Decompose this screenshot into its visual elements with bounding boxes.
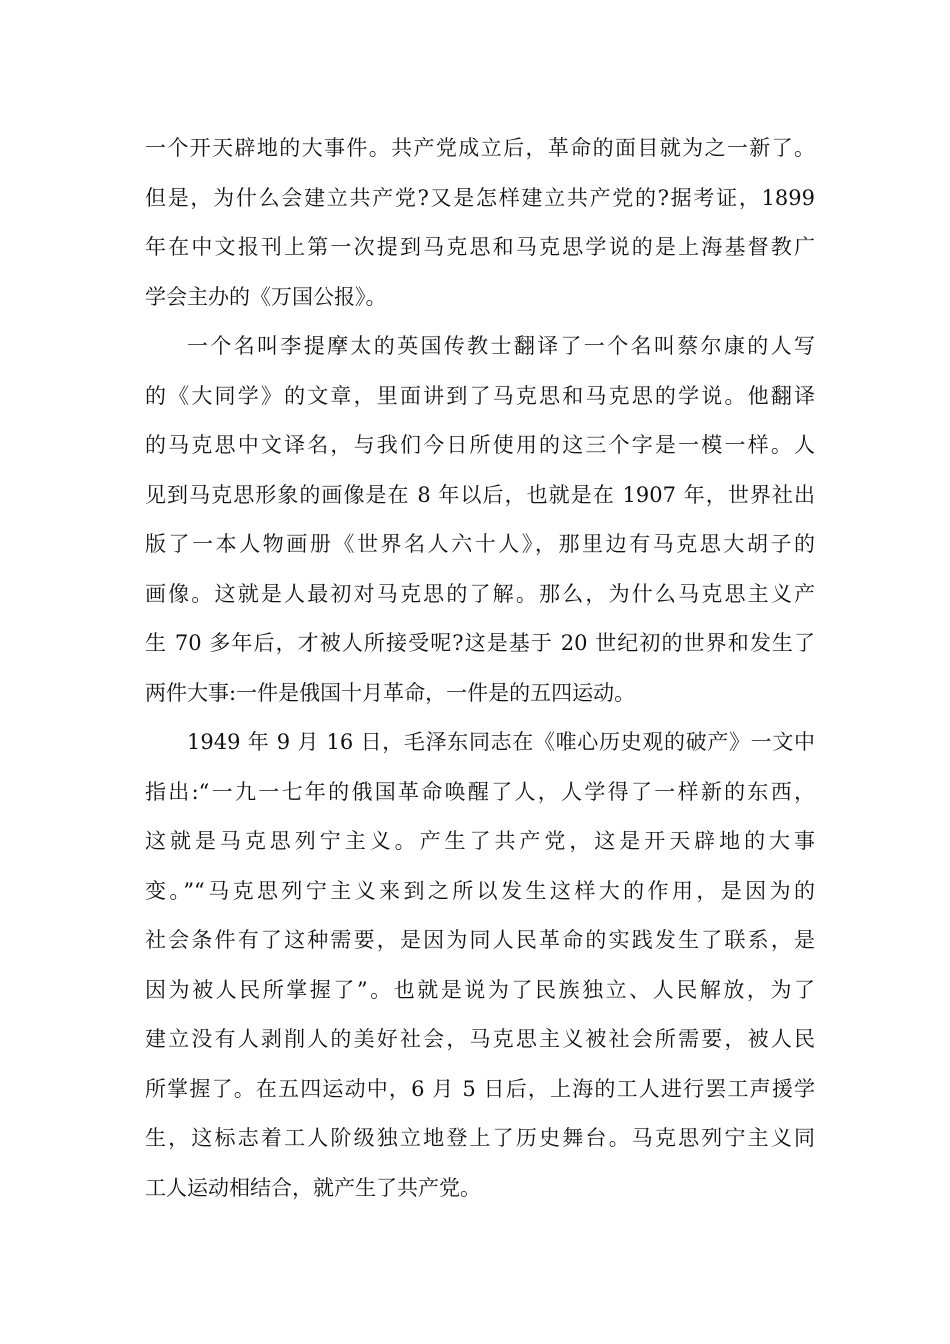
text-line: 生，这标志着工人阶级独立地登上了历史舞台。马克思列宁主义同 <box>145 1126 815 1150</box>
text-line: 一个名叫李提摩太的英国传教士翻译了一个名叫蔡尔康的人写 <box>187 334 815 358</box>
text-line: 1949 年 9 月 16 日，毛泽东同志在《唯心历史观的破产》一文中 <box>187 730 815 754</box>
text-line: 两件大事:一件是俄国十月革命，一件是的五四运动。 <box>145 680 636 705</box>
text-line: 变。”“马克思列宁主义来到之所以发生这样大的作用，是因为的 <box>145 878 815 903</box>
text-line: 年在中文报刊上第一次提到马克思和马克思学说的是上海基督教广 <box>145 235 815 259</box>
text-line: 因为被人民所掌握了”。也就是说为了民族独立、人民解放，为了 <box>145 977 815 1002</box>
text-line: 所掌握了。在五四运动中，6 月 5 日后，上海的工人进行罢工声援学 <box>145 1076 815 1101</box>
text-line: 工人运动相结合，就产生了共产党。 <box>145 1175 481 1200</box>
text-line: 一个开天辟地的大事件。共产党成立后，革命的面目就为之一新了。 <box>145 136 815 160</box>
text-line: 但是，为什么会建立共产党?又是怎样建立共产党的?据考证，1899 <box>145 185 815 210</box>
text-line: 建立没有人剥削人的美好社会，马克思主义被社会所需要，被人民 <box>145 1027 815 1051</box>
body-text <box>145 124 815 1213</box>
text-line: 画像。这就是人最初对马克思的了解。那么，为什么马克思主义产 <box>145 581 815 606</box>
text-line: 生 70 多年后，才被人所接受呢?这是基于 20 世纪初的世界和发生了 <box>145 631 815 655</box>
text-line: 的《大同学》的文章，里面讲到了马克思和马克思的学说。他翻译 <box>145 383 815 408</box>
text-line: 见到马克思形象的画像是在 8 年以后，也就是在 1907 年，世界社出 <box>145 482 815 507</box>
text-line: 版了一本人物画册《世界名人六十人》，那里边有马克思大胡子的 <box>145 532 815 556</box>
text-line: 这就是马克思列宁主义。产生了共产党，这是开天辟地的大事 <box>145 829 815 853</box>
text-line: 学会主办的《万国公报》。 <box>145 284 387 309</box>
text-line: 社会条件有了这种需要，是因为同人民革命的实践发生了联系，是 <box>145 928 815 952</box>
text-line: 指出:“一九一七年的俄国革命唤醒了人，人学得了一样新的东西， <box>145 779 815 804</box>
text-line: 的马克思中文译名，与我们今日所使用的这三个字是一模一样。人 <box>145 433 815 457</box>
